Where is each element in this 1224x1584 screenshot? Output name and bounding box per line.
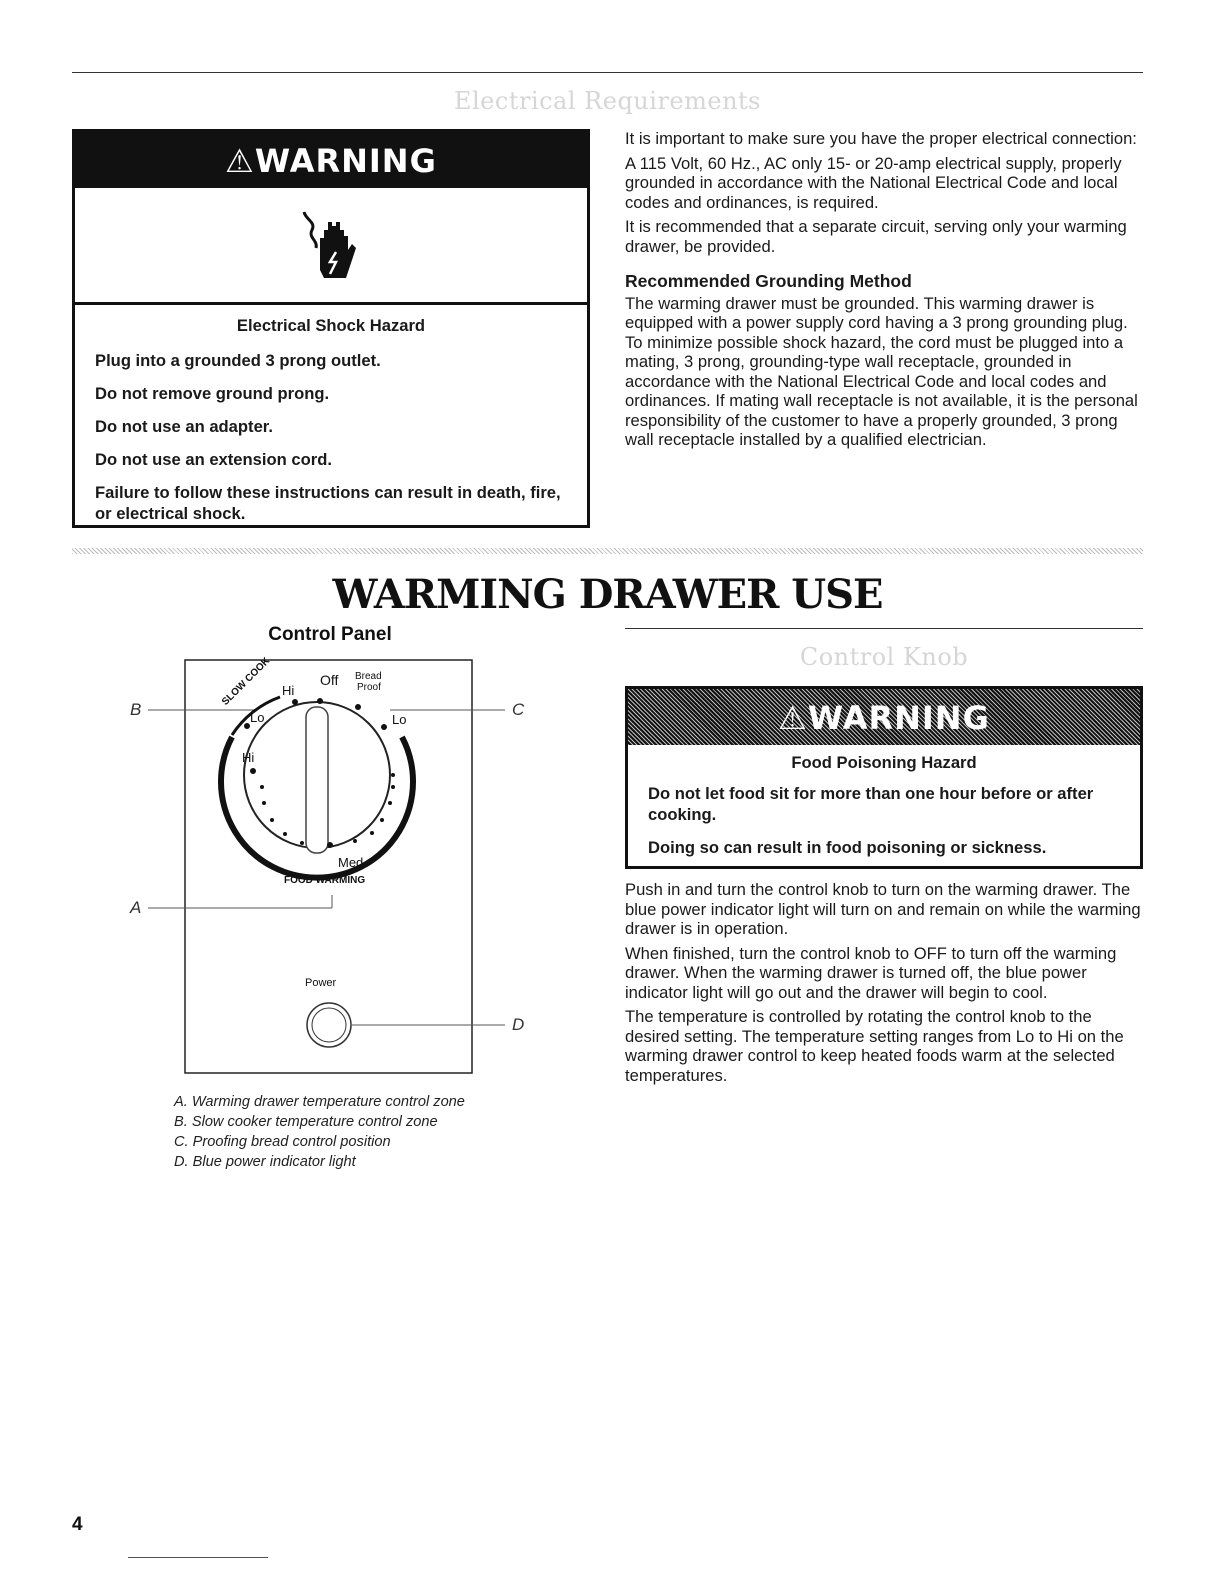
caption: D. Blue power indicator light [174,1154,356,1170]
footer-line [128,1557,268,1558]
callout-c: C [512,700,525,719]
warning-line: Doing so can result in food poisoning or sickness. [648,838,1047,857]
caption: B. Slow cooker temperature control zone [174,1114,438,1130]
page-number: 4 [72,1514,83,1535]
warning-title: WARNING [254,142,437,180]
grounding-text: The warming drawer must be grounded. This warming drawer is equipped with a power supply cord having a 3 prong grounding plug. To minimize possible shock hazard, the cord must be plugged into a mating, 3 prong, grounding-type wall receptacle, grounded in accordance with the National Electrical Code and local codes and ordinances. If mating wall receptacle is not available, it is the personal responsibility of the customer to have a properly grounded, 3 prong wall receptacle installed by a qualified electrician. [625,293,1138,449]
warning-line: Do not use an adapter. [95,417,273,436]
warning-title: WARNING [807,699,990,737]
warning-banner [75,132,587,188]
callout-b: B [130,700,142,719]
warning-line: Plug into a grounded 3 prong outlet. [95,351,381,370]
control-knob-heading: Control Knob [799,643,969,671]
paragraph: A 115 Volt, 60 Hz., AC only 15- or 20-amp electrical supply, properly grounded in accordance with the National Electrical Code and local codes and ordinances, is required. [625,153,1122,212]
label-power: Power [305,977,337,989]
paragraph: The temperature is controlled by rotating the control knob to the desired setting. The temperature setting ranges from Lo to Hi on the warming drawer control to keep heated foods warm at the selected temperatures. [625,1007,1124,1085]
section-divider [72,548,1143,554]
hazard-title: Electrical Shock Hazard [236,316,426,335]
electrical-text [625,129,1143,455]
paragraph: Push in and turn the control knob to turn on the warming drawer. The blue power indicator light will turn on and remain on while the warming drawer is in operation. [625,880,1141,938]
label-proof: Proof [357,682,381,693]
label-lo-right: Lo [392,712,407,727]
warning-line: Do not let food sit for more than one hour before or after cooking. [648,784,1094,824]
top-rule [72,72,1143,73]
warning-line: Failure to follow these instructions can result in death, fire, or electrical shock. [95,483,561,523]
electrical-requirements-heading: Electrical Requirements [453,87,761,115]
label-lo-left: Lo [250,710,265,725]
control-panel-diagram [110,655,550,1080]
warning-triangle-icon: ⚠ [225,142,255,180]
paragraph: It is important to make sure you have the proper electrical connection: [625,129,1137,148]
page-title: WARMING DRAWER USE [332,571,883,618]
control-panel-heading: Control Panel [268,624,392,645]
warning-banner [628,689,1140,745]
warning-line: Do not remove ground prong. [95,384,330,403]
food-warning-box [625,686,1143,869]
callout-a: A [130,898,142,917]
label-slow-cook: SLOW COOK [220,655,273,708]
label-bread: Bread [355,671,382,682]
grounding-heading: Recommended Grounding Method [625,271,912,291]
paragraph: It is recommended that a separate circuit, serving only your warming drawer, be provided. [625,217,1127,256]
warning-triangle-icon: ⚠ [778,699,808,737]
label-food-warming: FOOD WARMING [284,875,366,886]
label-off: Off [320,672,339,688]
label-med: Med [338,855,364,870]
warning-line: Do not use an extension cord. [95,450,332,469]
electrical-warning-box [72,129,590,528]
callout-d: D [512,1015,525,1034]
caption: A. Warming drawer temperature control zone [174,1094,465,1110]
shock-hazard-icon [75,188,587,305]
label-hi-left: Hi [242,750,255,765]
hazard-title: Food Poisoning Hazard [791,753,977,772]
control-knob-rule [625,628,1143,629]
caption: C. Proofing bread control position [174,1134,391,1150]
diagram-captions [174,1092,554,1172]
control-knob-text [625,880,1143,1090]
paragraph: When finished, turn the control knob to OFF to turn off the warming drawer. When the warming drawer is turned off, the blue power indicator light will go out and the drawer will begin to cool. [625,943,1117,1002]
label-hi-top: Hi [282,683,295,698]
